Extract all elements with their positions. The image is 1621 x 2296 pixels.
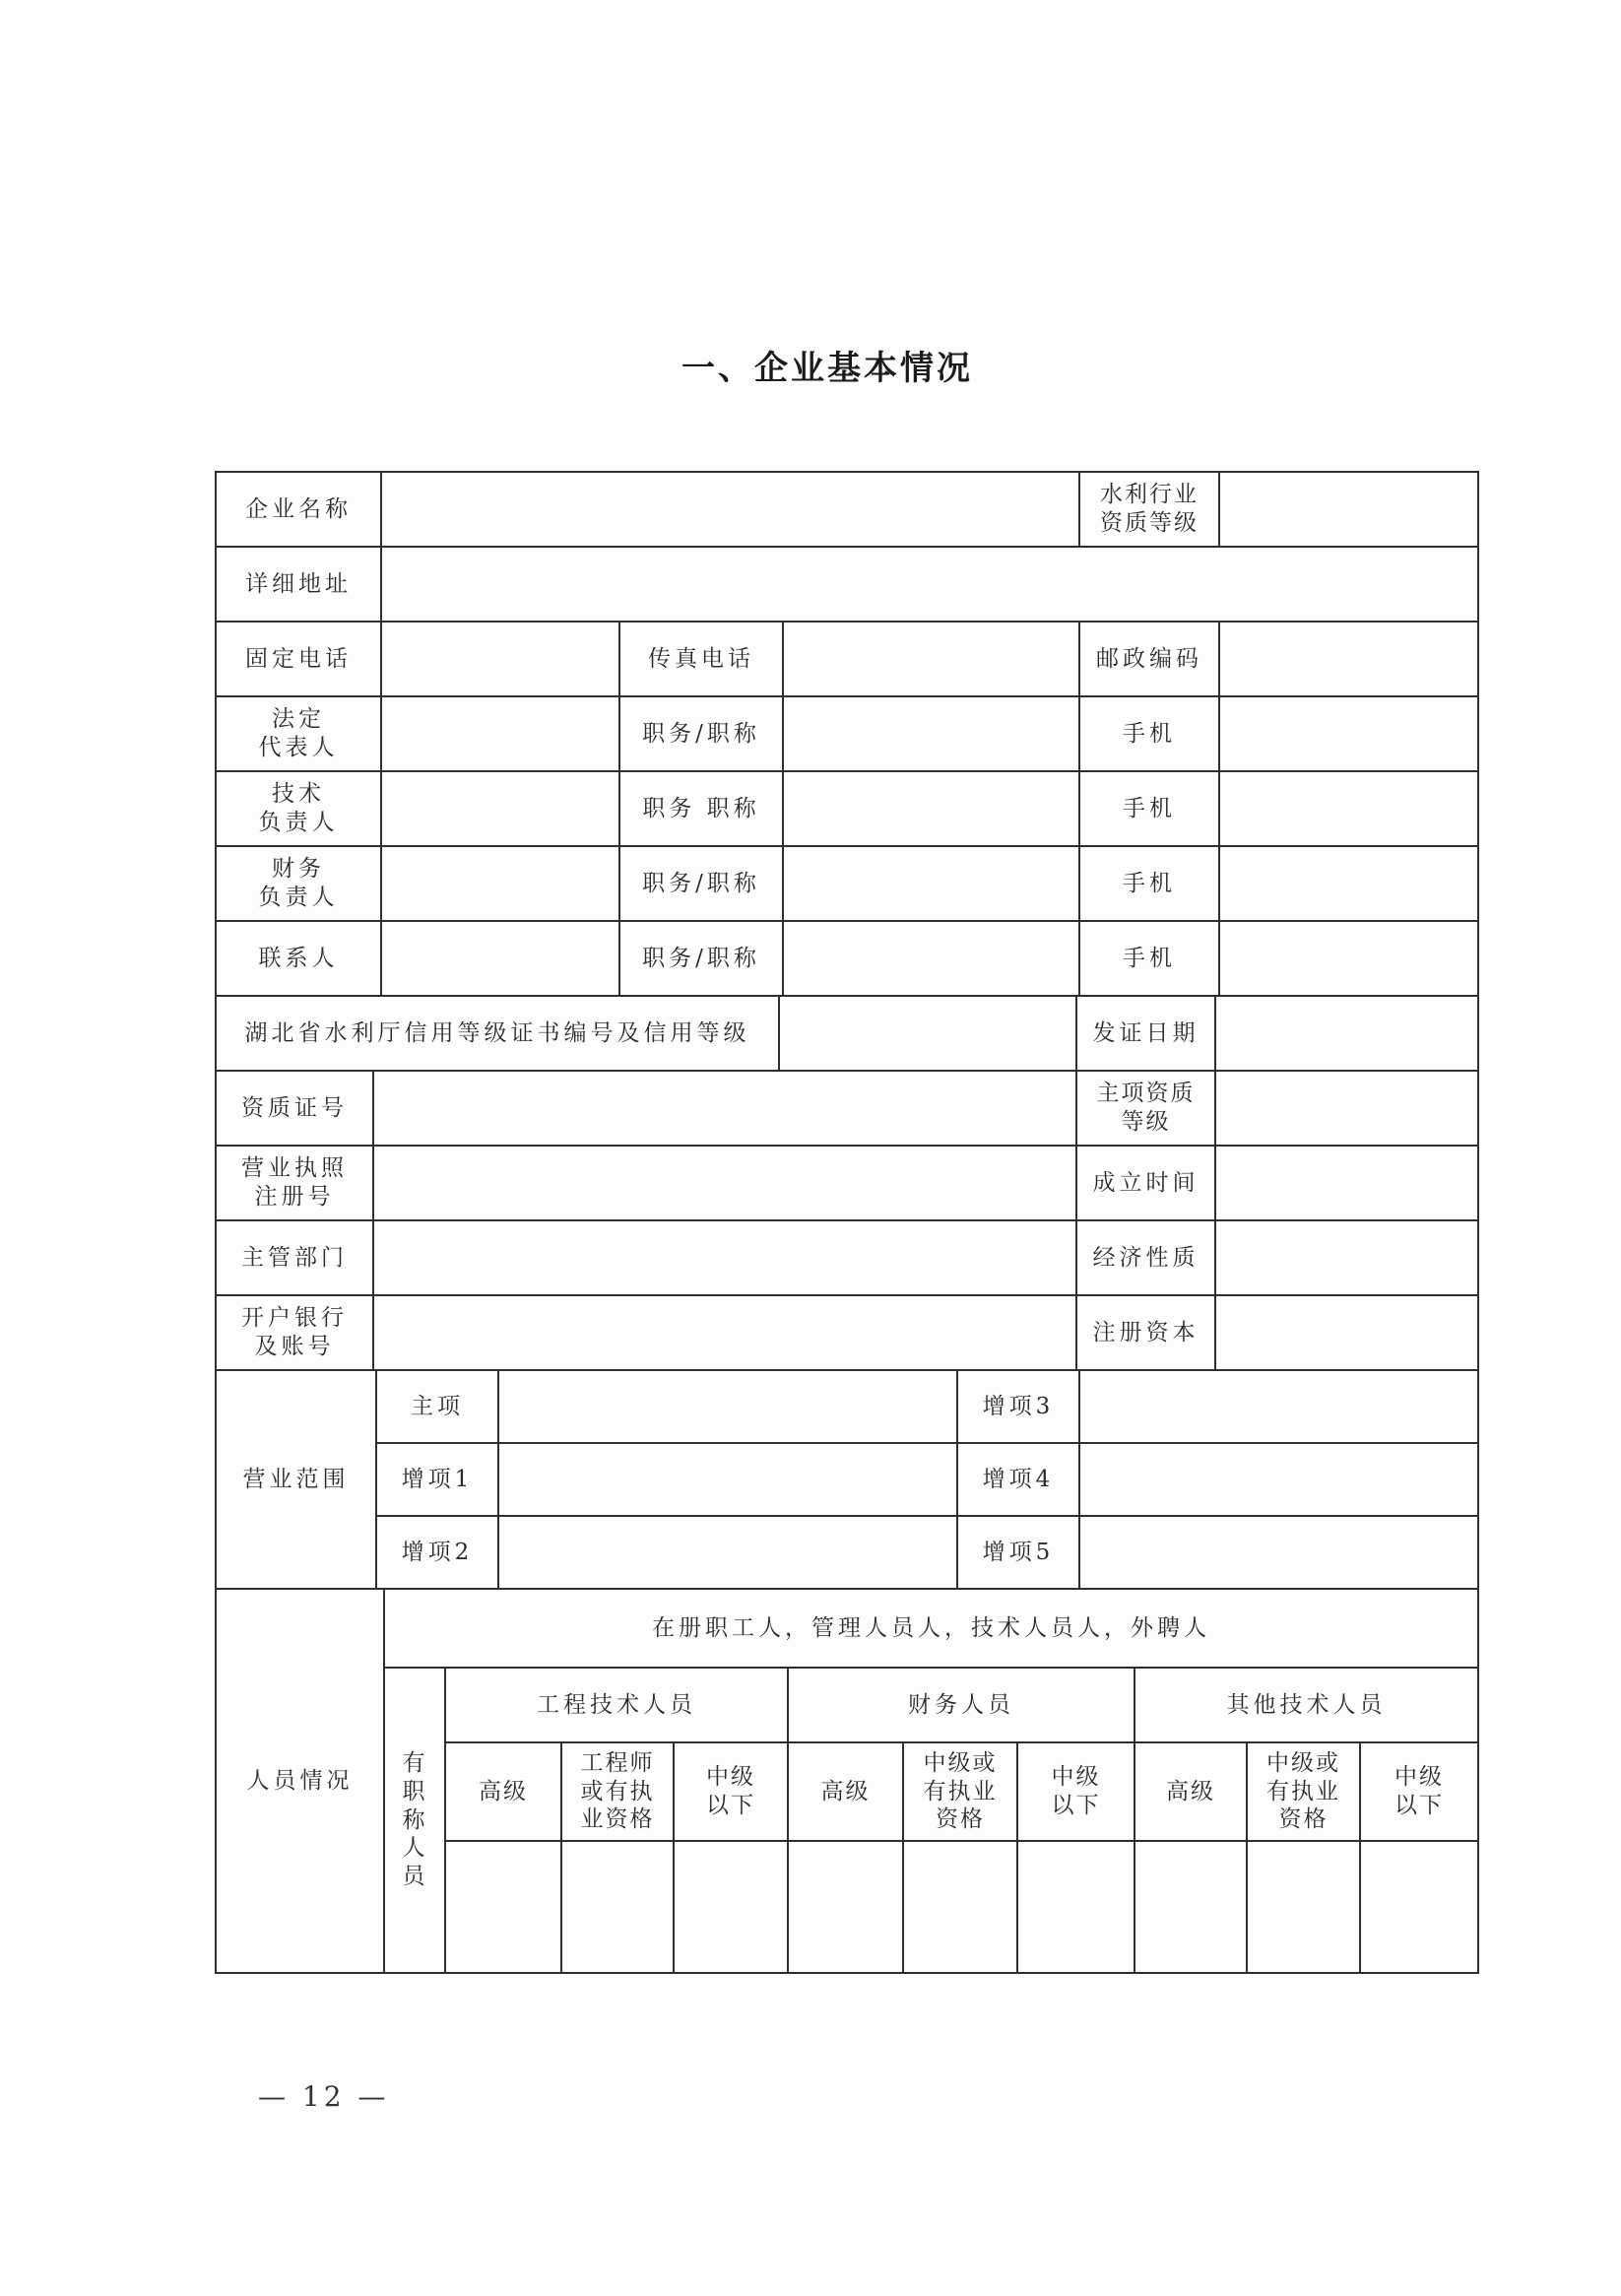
count-value: [674, 1841, 788, 1973]
credit-certificate-row: [216, 996, 1478, 1071]
credit-certificate-label: 湖北省水利厅信用等级证书编号及信用等级: [216, 996, 779, 1071]
registered-capital-label: 注册资本: [1076, 1295, 1215, 1370]
fax-label: 传真电话: [619, 622, 783, 696]
count-value: [1135, 1841, 1247, 1973]
scope-item-value: [498, 1370, 957, 1443]
level-header: 高级: [788, 1742, 903, 1841]
level-header: 中级或 有执业 资格: [903, 1742, 1017, 1841]
contact-name-value: [381, 921, 619, 996]
supervising-department-label: 主管部门: [216, 1220, 373, 1295]
personnel-section: [215, 1588, 1479, 1974]
finance-staff-header: 财务人员: [788, 1668, 1135, 1742]
scope-item-value: [1079, 1516, 1478, 1589]
mobile-label: 手机: [1079, 771, 1219, 846]
scope-item-label: 增项3: [957, 1370, 1079, 1443]
credential-row: [216, 1146, 1478, 1220]
engineering-staff-header: 工程技术人员: [445, 1668, 788, 1742]
contact-name-value: [381, 696, 619, 771]
scope-item-value: [1079, 1443, 1478, 1516]
phone-value: [381, 622, 619, 696]
qualification-cert-label: 资质证号: [216, 1071, 373, 1146]
level-header: 中级 以下: [674, 1742, 788, 1841]
established-date-value: [1215, 1146, 1478, 1220]
titled-staff-label: 有 职 称 人 员: [384, 1668, 445, 1973]
level-header: 工程师 或有执 业资格: [561, 1742, 674, 1841]
credit-certificate-value: [779, 996, 1076, 1071]
contact-role-label: 法定 代表人: [216, 696, 381, 771]
mobile-value: [1219, 696, 1478, 771]
business-scope-row: [216, 1370, 1478, 1443]
established-date-label: 成立时间: [1076, 1146, 1215, 1220]
count-value: [561, 1841, 674, 1973]
fax-value: [783, 622, 1079, 696]
contact-name-value: [381, 846, 619, 921]
bank-account-value: [373, 1295, 1076, 1370]
supervising-department-value: [373, 1220, 1076, 1295]
contact-role-label: 技术 负责人: [216, 771, 381, 846]
personnel-group-row: [216, 1668, 1478, 1742]
job-title-label: 职务 职称: [619, 771, 783, 846]
economic-nature-label: 经济性质: [1076, 1220, 1215, 1295]
mobile-label: 手机: [1079, 696, 1219, 771]
economic-nature-value: [1215, 1220, 1478, 1295]
business-license-value: [373, 1146, 1076, 1220]
scope-item-label: 增项1: [376, 1443, 498, 1516]
scope-item-value: [498, 1443, 957, 1516]
count-value: [1017, 1841, 1135, 1973]
job-title-label: 职务/职称: [619, 921, 783, 996]
contact-row: [216, 696, 1478, 771]
company-basic-info-form: [215, 471, 1477, 1974]
scope-item-label: 增项5: [957, 1516, 1079, 1589]
issue-date-label: 发证日期: [1076, 996, 1215, 1071]
page-title: 一、企业基本情况: [681, 349, 973, 388]
mobile-value: [1219, 846, 1478, 921]
mobile-label: 手机: [1079, 846, 1219, 921]
company-name-label: 企业名称: [216, 472, 381, 547]
business-scope-section: [215, 1369, 1479, 1590]
business-scope-label: 营业范围: [216, 1370, 376, 1589]
level-header: 高级: [445, 1742, 561, 1841]
bank-account-label: 开户银行 及账号: [216, 1295, 373, 1370]
credential-row: [216, 1295, 1478, 1370]
qualification-level-label: 水利行业 资质等级: [1079, 472, 1219, 547]
personnel-summary-row: [216, 1589, 1478, 1668]
page-number: — 12 —: [258, 2080, 390, 2113]
count-value: [788, 1841, 903, 1973]
scope-item-label: 主项: [376, 1370, 498, 1443]
contact-row: [216, 771, 1478, 846]
business-scope-row: [216, 1443, 1478, 1516]
personnel-summary: 在册职工人，管理人员人，技术人员人，外聘人: [384, 1589, 1478, 1668]
qualification-cert-value: [373, 1071, 1076, 1146]
company-name-row: [216, 472, 1478, 547]
postcode-value: [1219, 622, 1478, 696]
mobile-label: 手机: [1079, 921, 1219, 996]
credential-row: [216, 1071, 1478, 1146]
job-title-value: [783, 846, 1079, 921]
personnel-label: 人员情况: [216, 1589, 384, 1973]
scope-item-value: [498, 1516, 957, 1589]
level-header: 中级 以下: [1360, 1742, 1478, 1841]
scope-item-value: [1079, 1370, 1478, 1443]
phone-label: 固定电话: [216, 622, 381, 696]
qualification-level-value: [1219, 472, 1478, 547]
business-scope-row: [216, 1516, 1478, 1589]
scope-item-label: 增项2: [376, 1516, 498, 1589]
level-header: 中级 以下: [1017, 1742, 1135, 1841]
address-label: 详细地址: [216, 547, 381, 622]
count-value: [1360, 1841, 1478, 1973]
level-header: 高级: [1135, 1742, 1247, 1841]
count-value: [1247, 1841, 1360, 1973]
contact-name-value: [381, 771, 619, 846]
job-title-value: [783, 771, 1079, 846]
contact-role-label: 联系人: [216, 921, 381, 996]
credentials-section: [215, 995, 1479, 1371]
postcode-label: 邮政编码: [1079, 622, 1219, 696]
main-qualification-level-label: 主项资质 等级: [1076, 1071, 1215, 1146]
mobile-value: [1219, 921, 1478, 996]
job-title-label: 职务/职称: [619, 696, 783, 771]
main-qualification-level-value: [1215, 1071, 1478, 1146]
address-row: [216, 547, 1478, 622]
issue-date-value: [1215, 996, 1478, 1071]
company-name-value: [381, 472, 1079, 547]
other-technical-staff-header: 其他技术人员: [1135, 1668, 1478, 1742]
contact-row: [216, 921, 1478, 996]
job-title-value: [783, 921, 1079, 996]
job-title-value: [783, 696, 1079, 771]
level-header: 中级或 有执业 资格: [1247, 1742, 1360, 1841]
job-title-label: 职务/职称: [619, 846, 783, 921]
registered-capital-value: [1215, 1295, 1478, 1370]
business-license-label: 营业执照 注册号: [216, 1146, 373, 1220]
mobile-value: [1219, 771, 1478, 846]
scope-item-label: 增项4: [957, 1443, 1079, 1516]
address-value: [381, 547, 1478, 622]
contact-row: [216, 846, 1478, 921]
phone-row: [216, 622, 1478, 696]
contact-role-label: 财务 负责人: [216, 846, 381, 921]
count-value: [903, 1841, 1017, 1973]
count-value: [445, 1841, 561, 1973]
basic-info-section: [215, 471, 1479, 997]
credential-row: [216, 1220, 1478, 1295]
